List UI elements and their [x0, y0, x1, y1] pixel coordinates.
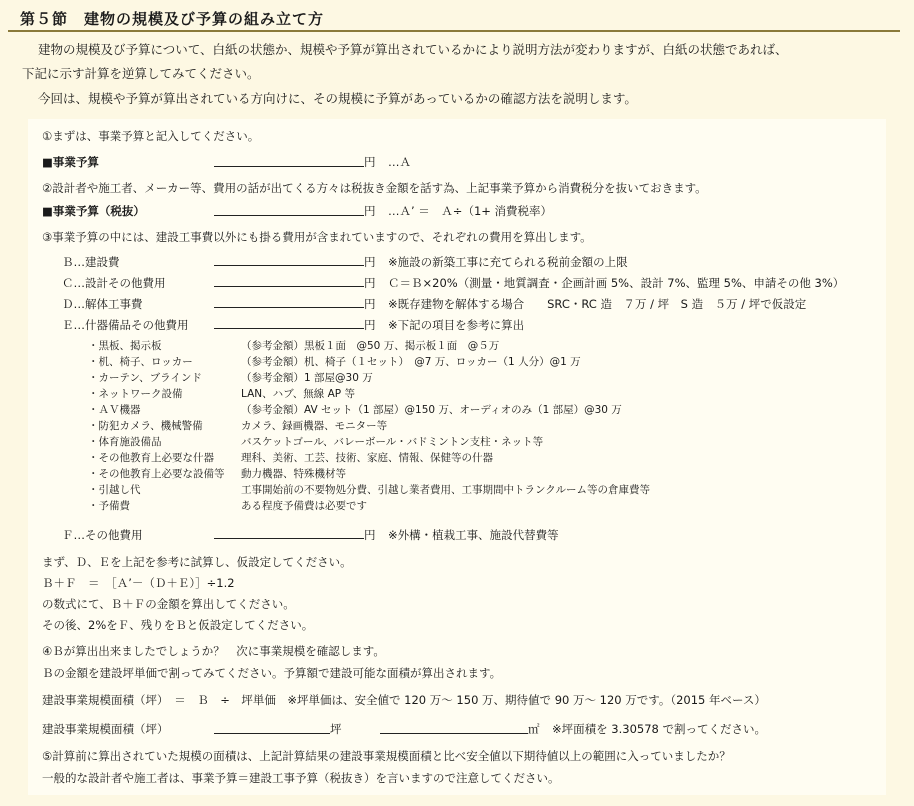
step5-line-2: 一般的な設計者や施工者は、事業予算＝建設工事予算（税抜き）を言いますので注意してください。 [42, 771, 560, 785]
cost-e-label: Ｅ…什器備品その他費用 [62, 318, 189, 332]
budget-a-prime-note: …Ａ’ ＝ Ａ÷（1+ 消費税率） [388, 204, 553, 218]
business-budget-field[interactable] [214, 166, 364, 167]
yen-unit: 円 [364, 204, 376, 218]
item-desc: （参考金額）黒板１面 @50 万、掲示板１面 @５万 [241, 340, 500, 352]
area-note: ※坪面積を 3.30578 で割ってください。 [552, 722, 767, 736]
item-name: ・その他教育上必要な設備等 [88, 468, 225, 480]
item-desc: バスケットゴール、バレーボール・バドミントン支柱・ネット等 [241, 436, 544, 448]
item-desc: （参考金額）AV セット（1 部屋）@150 万、オーディオのみ（1 部屋）@30 万 [241, 404, 622, 416]
yen-unit: 円 [364, 155, 376, 169]
calc-line-3: その後、2%をＦ、残りをＢと仮設定してください。 [42, 618, 314, 632]
step2-instruction: ②設計者や施工者、メーカー等、費用の話が出てくる方々は税抜き金額を話す為、上記事業予算から消費税分を抜いておきます。 [42, 181, 707, 195]
cost-b-note: ※施設の新築工事に充てられる税前金額の上限 [388, 255, 628, 269]
cost-e-field[interactable] [214, 328, 364, 329]
m2-unit: ㎡ [528, 722, 540, 736]
section-title: 第５節 建物の規模及び予算の組み立て方 [20, 10, 325, 28]
step5-line-1: ⑤計算前に算出されていた規模の面積は、上記計算結果の建設事業規模面積と比べ安全値以下期待値以上の範囲に入っていましたか？ [42, 749, 731, 763]
cost-f-field[interactable] [214, 538, 364, 539]
cost-b-label: Ｂ…建設費 [62, 255, 120, 269]
item-desc: （参考金額）1 部屋@30 万 [241, 372, 373, 384]
item-desc: 工事開始前の不要物処分費、引越し業者費用、工事期間中トランクルーム等の倉庫費等 [241, 484, 650, 496]
cost-c-label: Ｃ…設計その他費用 [62, 276, 166, 290]
calc-line-1: まず、Ｄ、Ｅを上記を参考に試算し、仮設定してください。 [42, 555, 352, 569]
item-desc: ある程度予備費は必要です [241, 500, 367, 512]
item-name: ・防犯カメラ、機械警備 [88, 420, 203, 432]
intro-line-1: 建物の規模及び予算について、白紙の状態か、規模や予算が算出されているかにより説明方法が変わりますが、白紙の状態であれば、 [38, 42, 788, 57]
item-name: ・引越し代 [88, 484, 141, 496]
calc-formula: Ｂ＋Ｆ ＝ ［Ａ’－（Ｄ＋Ｅ）］÷1.2 [42, 576, 235, 590]
item-desc: LAN、ハブ、無線 AP 等 [241, 388, 355, 400]
cost-f-label: Ｆ…その他費用 [62, 528, 143, 542]
item-desc: カメラ、録画機器、モニター等 [241, 420, 388, 432]
item-desc: 動力機器、特殊機材等 [241, 468, 346, 480]
step1-instruction: ①まずは、事業予算と記入してください。 [42, 129, 260, 143]
yen-unit: 円 [364, 528, 376, 542]
title-divider [8, 30, 900, 32]
item-name: ・予備費 [88, 500, 130, 512]
cost-d-label: Ｄ…解体工事費 [62, 297, 143, 311]
calc-line-2: の数式にて、Ｂ＋Ｆの金額を算出してください。 [42, 597, 295, 611]
item-name: ・ＡＶ機器 [88, 404, 141, 416]
cost-c-field[interactable] [214, 286, 364, 287]
cost-e-note: ※下記の項目を参考に算出 [388, 318, 525, 332]
cost-c-note: Ｃ＝Ｂ×20%（測量・地質調査・企画計画 5%、設計 7%、監理 5%、申請その他 3%） [388, 276, 845, 290]
cost-d-note: ※既存建物を解体する場合 SRC・RC 造 ７万 / 坪 S 造 ５万 / 坪で仮設定 [388, 297, 807, 311]
business-budget-label: ■事業予算 [42, 155, 99, 169]
budget-excl-tax-label: ■事業予算（税抜） [42, 204, 145, 218]
step4-line-2: Ｂの金額を建設坪単価で割ってみてください。予算額で建設可能な面積が算出されます。 [42, 666, 502, 680]
area-label: 建設事業規模面積（坪） [42, 722, 169, 736]
item-name: ・黒板、掲示板 [88, 340, 162, 352]
cost-f-note: ※外構・植栽工事、施設代替費等 [388, 528, 559, 542]
yen-unit: 円 [364, 276, 376, 290]
item-name: ・カーテン、ブラインド [88, 372, 202, 384]
yen-unit: 円 [364, 297, 376, 311]
area-tsubo-field[interactable] [214, 733, 330, 734]
step4-line-1: ④Ｂが算出出来ましたでしょうか？ 次に事業規模を確認します。 [42, 644, 385, 658]
cost-d-field[interactable] [214, 307, 364, 308]
cost-b-field[interactable] [214, 265, 364, 266]
item-name: ・ネットワーク設備 [88, 388, 183, 400]
step3-instruction: ③事業予算の中には、建設工事費以外にも掛る費用が含まれていますので、それぞれの費用を算出します。 [42, 230, 592, 244]
item-desc: 理科、美術、工芸、技術、家庭、情報、保健等の什器 [241, 452, 493, 464]
area-formula: 建設事業規模面積（坪） ＝ Ｂ ÷ 坪単価 ※坪単価は、安全値で 120 万～ 150 万、期待値で 90 万～ 120 万です。（2015 年ベース） [42, 693, 766, 707]
intro-line-3: 今回は、規模や予算が算出されている方向けに、その規模に予算があっているかの確認方法を説明します。 [38, 91, 637, 106]
budget-a-note: …Ａ [388, 155, 411, 169]
item-desc: （参考金額）机、椅子（１セット） @7 万、ロッカー（1 人分）@1 万 [241, 356, 581, 368]
tsubo-unit: 坪 [330, 722, 342, 736]
item-name: ・体育施設備品 [88, 436, 162, 448]
item-name: ・机、椅子、ロッカー [88, 356, 193, 368]
yen-unit: 円 [364, 318, 376, 332]
yen-unit: 円 [364, 255, 376, 269]
intro-line-2: 下記に示す計算を逆算してみてください。 [22, 66, 260, 81]
item-name: ・その他教育上必要な什器 [88, 452, 214, 464]
area-m2-field[interactable] [380, 733, 528, 734]
budget-excl-tax-field[interactable] [214, 215, 364, 216]
